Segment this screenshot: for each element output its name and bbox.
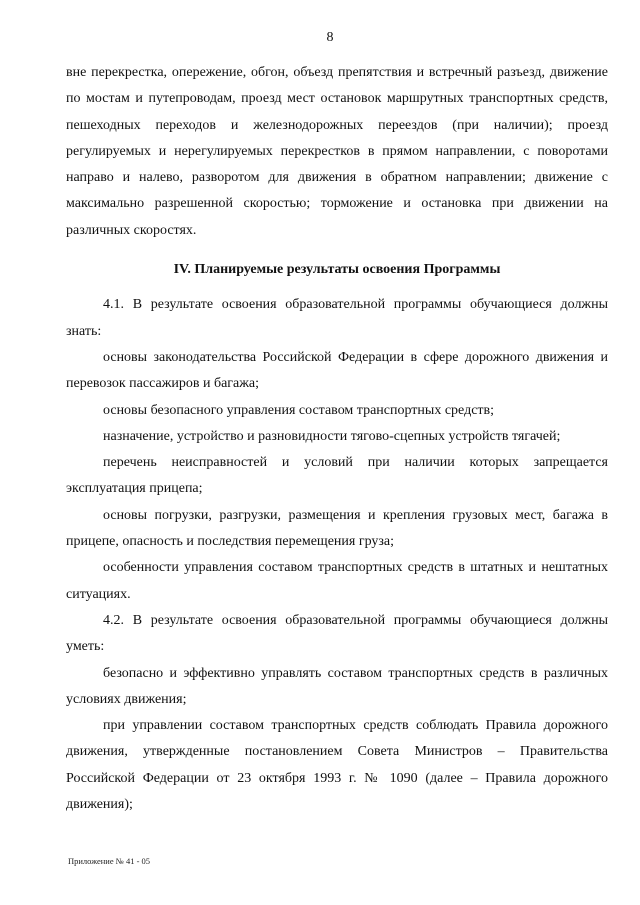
paragraph-intro: вне перекрестка, опережение, обгон, объезд препятствия и встречный разъезд, движение по мостам и путепроводам, проезд мест остановок маршрутных транспортных средств, пешеходных переходов и железнодорожных переездов (при наличии); проезд регулируемых и нерегулируемых перекрестков в прямом направлении, с поворотами направо и налево, разворотом для движения в обратном направлении; движение с максимально разрешенной скоростью; торможение и остановка при движении на различных скоростях. [66, 65, 608, 238]
page-number: 8 [326, 30, 334, 45]
list-item: основы погрузки, разгрузки, размещения и крепления грузовых мест, багажа в прицепе, опасность и последствия перемещения груза; [66, 507, 608, 550]
list-item: назначение, устройство и разновидности тягово-сцепных устройств тягачей; [103, 428, 561, 444]
list-item: безопасно и эффективно управлять составом транспортных средств в различных условиях движения; [66, 665, 608, 707]
paragraph-4-2: 4.2. В результате освоения образовательной программы обучающиеся должны уметь: [66, 612, 608, 655]
list-item: особенности управления составом транспортных средств в штатных и нештатных ситуациях. [66, 560, 608, 602]
list-item: основы законодательства Российской Федерации в сфере дорожного движения и перевозок пассажиров и багажа; [66, 349, 608, 392]
list-item: при управлении составом транспортных средств соблюдать Правила дорожного движения, утвержденные постановлением Совета Министров – Правительства Российской Федерации от 23 октября 1993 г. № 1090 (далее – Правила дорожного движения); [66, 718, 608, 813]
document-body [66, 60, 608, 818]
list-item: основы безопасного управления составом транспортных средств; [103, 402, 495, 418]
paragraph-4-1: 4.1. В результате освоения образовательной программы обучающиеся должны знать: [66, 297, 608, 339]
section-heading: IV. Планируемые результаты освоения Программы [173, 262, 501, 278]
page-footer: Приложение № 41 - 05 [68, 856, 151, 866]
list-item: перечень неисправностей и условий при наличии которых запрещается эксплуатация прицепа; [66, 455, 608, 497]
